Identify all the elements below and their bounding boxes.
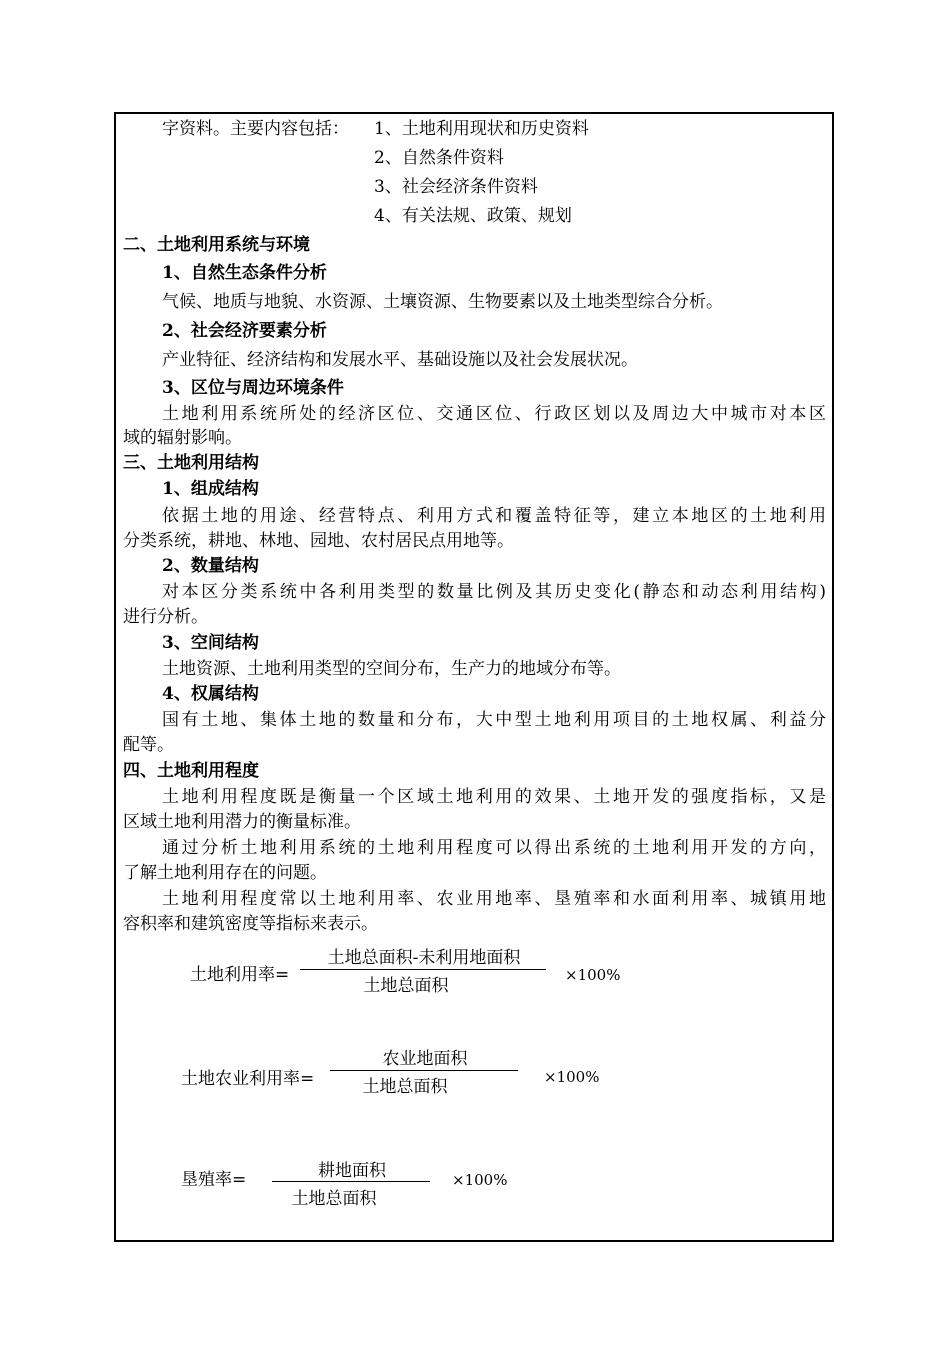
section3-sub4-text-a: 国有土地、集体土地的数量和分布，大中型土地利用项目的土地权属、利益分 (162, 710, 826, 730)
intro-prefix: 字资料。主要内容包括： (162, 119, 349, 139)
intro-item-4: 4、有关法规、政策、规划 (374, 206, 572, 226)
section3-sub1-text-b: 分类系统，耕地、林地、园地、农村居民点用地等。 (123, 531, 514, 551)
intro-item-1: 1、土地利用现状和历史资料 (374, 119, 589, 139)
section2-sub2-text: 产业特征、经济结构和发展水平、基础设施以及社会发展状况。 (162, 350, 638, 370)
section4-p3-b: 容积率和建筑密度等指标来表示。 (123, 914, 378, 934)
section2-sub1-text: 气候、地质与地貌、水资源、土壤资源、生物要素以及土地类型综合分析。 (162, 292, 723, 312)
section4-p2-b: 了解土地利用存在的问题。 (123, 863, 327, 883)
intro-item-3: 3、社会经济条件资料 (374, 177, 538, 197)
formula-2-numerator: 农业地面积 (382, 1049, 468, 1069)
section3-sub3-title: 3、空间结构 (162, 633, 259, 653)
section2-sub3-text-b: 域的辐射影响。 (123, 428, 242, 448)
section2-sub1-title: 1、自然生态条件分析 (162, 263, 327, 283)
formula-3-numerator: 耕地面积 (318, 1161, 386, 1181)
section4-title: 四、土地利用程度 (123, 761, 259, 781)
section4-p1-a: 土地利用程度既是衡量一个区域土地利用的效果、土地开发的强度指标，又是 (162, 787, 826, 807)
section3-sub2-title: 2、数量结构 (162, 556, 259, 576)
formula-3-denominator: 土地总面积 (291, 1189, 377, 1209)
intro-item-2: 2、自然条件资料 (374, 148, 504, 168)
section3-sub3-text: 土地资源、土地利用类型的空间分布，生产力的地域分布等。 (162, 659, 621, 679)
formula-1-denominator: 土地总面积 (363, 976, 449, 996)
section4-p3-a: 土地利用程度常以土地利用率、农业用地率、垦殖率和水面利用率、城镇用地 (162, 889, 826, 909)
section2-title: 二、土地利用系统与环境 (123, 235, 310, 255)
section3-sub4-text-b: 配等。 (123, 735, 174, 755)
section3-sub2-text-a: 对本区分类系统中各利用类型的数量比例及其历史变化(静态和动态利用结构) (162, 582, 826, 602)
formula-2-fraction-bar (330, 1070, 518, 1071)
section2-sub3-text-a: 土地利用系统所处的经济区位、交通区位、行政区划以及周边大中城市对本区 (162, 404, 826, 424)
section2-sub2-title: 2、社会经济要素分析 (162, 321, 327, 341)
section3-title: 三、土地利用结构 (123, 453, 259, 473)
formula-1-numerator: 土地总面积-未利用地面积 (327, 948, 521, 968)
section3-sub2-text-b: 进行分析。 (123, 607, 208, 627)
section4-p2-a: 通过分析土地利用系统的土地利用程度可以得出系统的土地利用开发的方向， (162, 838, 826, 858)
formula-1-factor: ×100% (565, 966, 621, 984)
formula-2-factor: ×100% (544, 1068, 600, 1086)
section2-sub3-title: 3、区位与周边环境条件 (162, 378, 344, 398)
section3-sub4-title: 4、权属结构 (162, 684, 259, 704)
formula-1-fraction-bar (300, 969, 546, 970)
formula-2-label: 土地农业利用率= (181, 1069, 315, 1089)
section3-sub1-title: 1、组成结构 (162, 479, 259, 499)
formula-1-label: 土地利用率= (190, 965, 290, 985)
formula-3-factor: ×100% (452, 1171, 508, 1189)
formula-3-fraction-bar (272, 1181, 430, 1182)
formula-2-denominator: 土地总面积 (362, 1077, 448, 1097)
section3-sub1-text-a: 依据土地的用途、经营特点、利用方式和覆盖特征等，建立本地区的土地利用 (162, 506, 826, 526)
section4-p1-b: 区域土地利用潜力的衡量标准。 (123, 812, 361, 832)
formula-3-label: 垦殖率= (181, 1170, 247, 1190)
